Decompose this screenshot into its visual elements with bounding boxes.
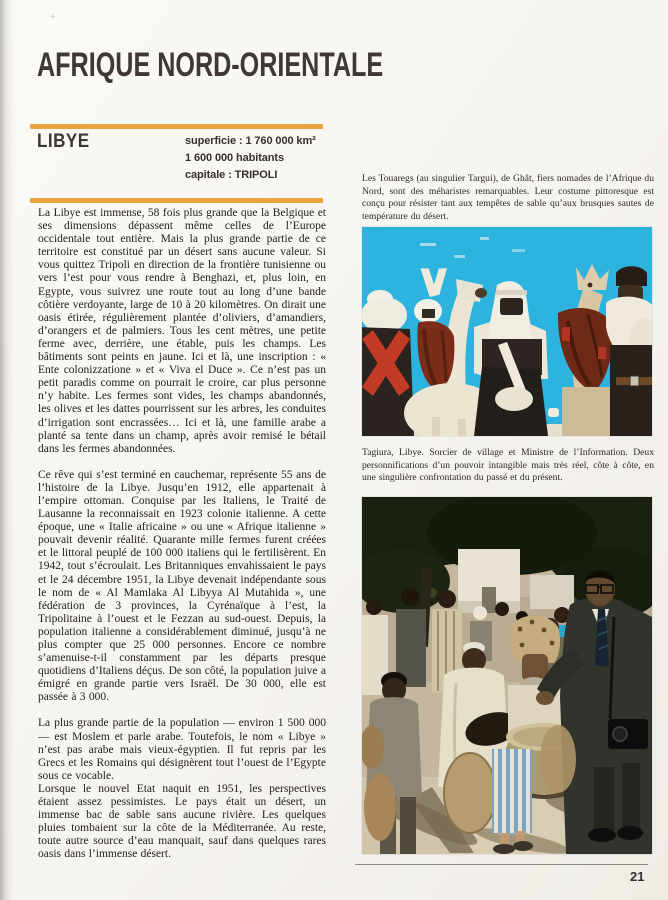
- photo-caption-tagiura: Tagiura, Libye. Sorcier de village et Ministre de l’Information. Deux personnifications d’un pouvoir intangible mais très réel, côte à côte, en une singulière confrontation du passé et du présent.: [362, 447, 654, 484]
- registration-mark: +: [50, 12, 56, 22]
- footer-rule: [355, 864, 648, 865]
- article-paragraph: Lorsque le nouvel Etat naquit en 1951, les perspectives étaient assez pessimistes. Le pays était un désert, un immense bac de sable sans aucune rivière. Les quelques pluies tombaient sur la côte de la Méditerranée. Au reste, toute autre source d’eau manquait, sauf dans quelques rares oasis dans l’immense désert.: [38, 782, 326, 861]
- article-paragraph: La Libye est immense, 58 fois plus grande que la Belgique et ses dimensions dépassent même celles de l’Europe occidentale tout entière. Mais la plus grande partie de ce territoire est constitué par un désert sans aucune valeur. Si vous quittez Tripoli en direction de la frontière tunisienne ou vers l’est pour vous rendre à Benghazi, et, plus loin, en Egypte, vous suivrez une route tout au long d’une bande côtière verdoyante, large de 10 à 20 kilomètres. On dirait une oasis étirée, régulièrement plantée d’oliviers, d’amandiers, d’orangers et de palmiers. Tous les cent mètres, une petite ferme avec, derrière, une étable, puis les champs. Les bâtiments sont peints en jaune. Ici et là, une inscription : « Ente colonizzatione » et « Viva el Duce ». Ce n’est pas un petit paradis comme on pourrait le croire, car plus personne n’y habite. Les fermes sont vides, les champs abandonnés, les olives et les dattes pourrissent sur les arbres, les conduites d’irrigation sont encrassées… Ici et là, une famille arabe a planté sa tente dans un champ, après avoir remisé le bétail dans les fermes abandonnées.: [38, 207, 326, 455]
- country-stats: [185, 133, 345, 184]
- page-number: 21: [630, 869, 645, 884]
- scan-gutter-shadow: [0, 0, 14, 900]
- accent-bar-top: [30, 124, 323, 129]
- article-paragraph: Ce rêve qui s’est terminé en cauchemar, représente 55 ans de l’histoire de la Libye. Jusqu’en 1912, elle appartenait à l’empire ottoman. Conquise par les Italiens, le Traité de Lausanne la reconnaissait en 1923 colonie italienne. A cette époque, une « Italie africaine » ou une « Afrique italienne » pouvait devenir réalité. Quarante mille fermes furent créées et le littoral peuplé de 100 000 italiens qui le fertilisèrent. En 1942, tout s’écroulait. Les Britanniques envahissaient le pays et le 24 décembre 1951, la Libye devenait indépendante sous le nom de « Al Mamlaka Al Libyya Al Mutahida », une fédération de 3 provinces, la Cyrénaïque à l’est, la Tripolitaine à l’ouest et le Fezzan au sud-ouest. Depuis, la population italienne a considérablement diminué, jusqu’à ne plus compter que 25 000 personnes. Encore ce nombre s’amenuise-t-il constamment par les départs presque quotidiens d’Italiens déçus. De son côté, la population juive a émigré en grande partie vers Israël. De 30 000, elle est passée à 3 000.: [38, 468, 326, 704]
- article-paragraph: La plus grande partie de la population — environ 1 500 000 — est Moslem et parle arabe. Toutefois, le nom « Libye » n’est pas arabe mais vieux-égyptien. Il fut repris par les Grecs et les Romains qui désignèrent tout l’ouest de l’Egypte sous ce vocable.: [38, 717, 326, 782]
- stat-area: superficie : 1 760 000 km²: [185, 135, 316, 147]
- photo-caption-tuaregs: Les Touaregs (au singulier Targui), de Ghât, fiers nomades de l’Afrique du Nord, sont des méharistes remarquables. Leur costume pittoresque est conçu pour résister tant aux tempêtes de sable qu’aux brusques sautes de température du désert.: [362, 173, 654, 222]
- accent-bar-bottom: [30, 198, 323, 203]
- photo-tuareg-camel-riders: [362, 227, 652, 436]
- page-title: AFRIQUE NORD-ORIENTALE: [37, 46, 384, 84]
- stat-population: 1 600 000 habitants: [185, 152, 284, 164]
- photo-sorcerer-and-minister: [362, 497, 652, 854]
- tagiura-scene-illustration: [362, 497, 652, 854]
- article-body: [38, 207, 326, 862]
- country-name: LIBYE: [37, 131, 90, 152]
- tuareg-scene-illustration: [362, 227, 652, 436]
- stat-capital: capitale : TRIPOLI: [185, 169, 278, 181]
